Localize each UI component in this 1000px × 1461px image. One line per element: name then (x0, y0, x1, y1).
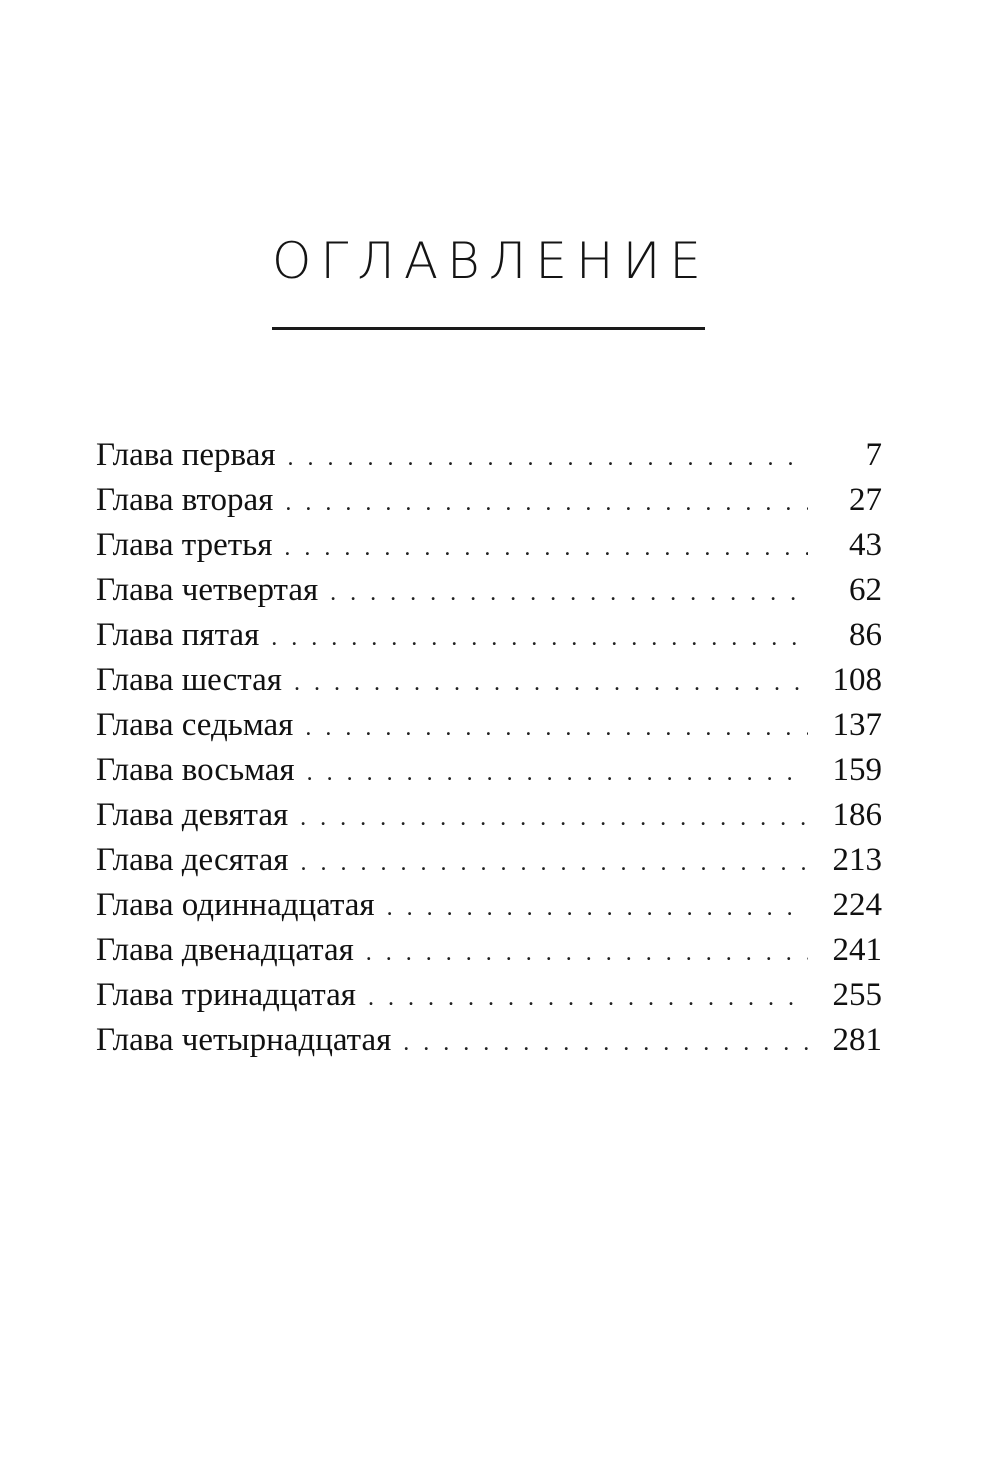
toc-page-number: 281 (832, 1022, 882, 1058)
toc-dot-leader (271, 616, 808, 661)
toc-dot-leader (285, 481, 808, 526)
toc-page-number: 137 (832, 707, 882, 743)
toc-dot-leader (294, 661, 808, 706)
toc-page-number: 213 (832, 842, 882, 878)
toc-page-number: 7 (865, 437, 882, 473)
toc-entry[interactable] (96, 748, 882, 793)
toc-dot-leader (403, 1021, 808, 1066)
title-underline (272, 327, 705, 330)
toc-entry[interactable] (96, 838, 882, 883)
toc-entry[interactable] (96, 613, 882, 658)
toc-entry-title: Глава шестая (96, 662, 282, 698)
toc-entry-title: Глава первая (96, 437, 276, 473)
toc-page-number: 62 (849, 572, 882, 608)
toc-entry-title: Глава двенадцатая (96, 932, 354, 968)
toc-entry-title: Глава девятая (96, 797, 289, 833)
toc-entry[interactable] (96, 703, 882, 748)
toc-page-number: 43 (849, 527, 882, 563)
toc-dot-leader (307, 751, 808, 796)
toc-page-number: 86 (849, 617, 882, 653)
toc-entry-title: Глава десятая (96, 842, 289, 878)
toc-entry-title: Глава тринадцатая (96, 977, 356, 1013)
toc-entry-title: Глава седьмая (96, 707, 294, 743)
toc-dot-leader (305, 706, 808, 751)
toc-page-number: 108 (832, 662, 882, 698)
toc-entry[interactable] (96, 793, 882, 838)
toc-dot-leader (368, 976, 808, 1021)
table-of-contents (96, 433, 882, 1063)
toc-page-number: 186 (832, 797, 882, 833)
toc-dot-leader (284, 526, 808, 571)
toc-entry-title: Глава третья (96, 527, 273, 563)
toc-entry[interactable] (96, 883, 882, 928)
toc-dot-leader (300, 796, 808, 841)
toc-dot-leader (301, 841, 809, 886)
toc-page-number: 224 (832, 887, 882, 923)
toc-entry-title: Глава одиннадцатая (96, 887, 375, 923)
toc-entry-title: Глава вторая (96, 482, 274, 518)
toc-entry[interactable] (96, 523, 882, 568)
toc-page-number: 27 (849, 482, 882, 518)
toc-entry-title: Глава пятая (96, 617, 260, 653)
toc-entry-title: Глава четырнадцатая (96, 1022, 392, 1058)
toc-entry[interactable] (96, 568, 882, 613)
toc-entry[interactable] (96, 928, 882, 973)
toc-entry[interactable] (96, 478, 882, 523)
toc-dot-leader (366, 931, 808, 976)
toc-page-number: 159 (832, 752, 882, 788)
toc-entry-title: Глава четвертая (96, 572, 319, 608)
toc-dot-leader (288, 436, 808, 481)
toc-entry[interactable] (96, 433, 882, 478)
toc-page-number: 255 (832, 977, 882, 1013)
toc-entry[interactable] (96, 1018, 882, 1063)
toc-entry[interactable] (96, 973, 882, 1018)
toc-entry-title: Глава восьмая (96, 752, 295, 788)
toc-entry[interactable] (96, 658, 882, 703)
toc-dot-leader (387, 886, 808, 931)
page-title: ОГЛАВЛЕНИЕ (272, 232, 710, 290)
toc-page-number: 241 (832, 932, 882, 968)
toc-dot-leader (330, 571, 808, 616)
